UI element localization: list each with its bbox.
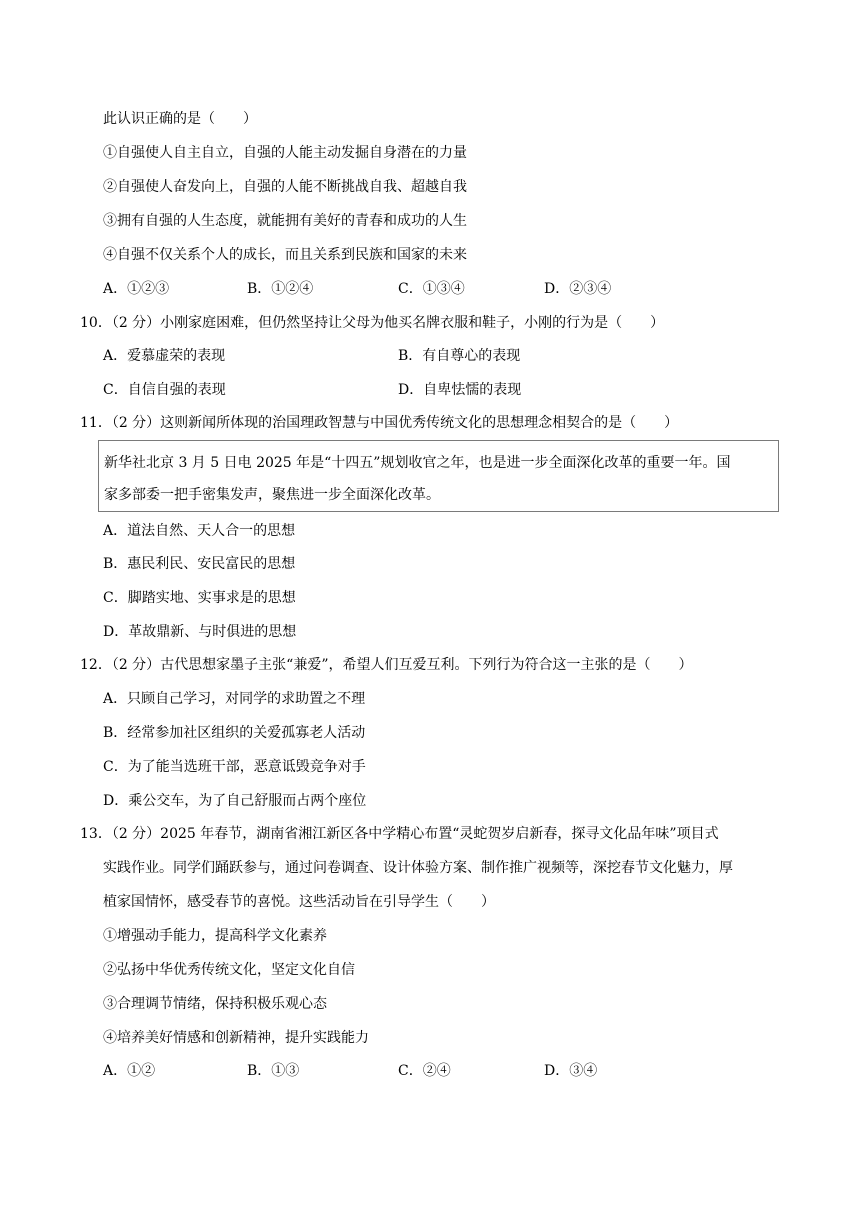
question-13-option-b: B．①③ <box>247 1063 300 1079</box>
question-10-option-b: B．有自尊心的表现 <box>398 348 521 364</box>
question-11-option-a: A．道法自然、天人合一的思想 <box>103 523 296 539</box>
question-10-option-d: D．自卑怯懦的表现 <box>398 382 522 398</box>
question-9-item-3: ③拥有自强的人生态度，就能拥有美好的青春和成功的人生 <box>103 213 467 229</box>
question-11-option-b: B．惠民利民、安民富民的思想 <box>103 556 296 572</box>
question-13-option-a: A．①② <box>103 1063 156 1079</box>
question-10-option-a: A．爱慕虚荣的表现 <box>103 348 226 364</box>
question-13-item-1: ①增强动手能力，提高科学文化素养 <box>103 928 327 944</box>
question-13-item-4: ④培养美好情感和创新精神，提升实践能力 <box>103 1030 369 1046</box>
news-excerpt-line-1: 新华社北京 3 月 5 日电 2025 年是“十四五”规划收官之年，也是进一步全面深化改革的重要一年。国 <box>104 455 731 471</box>
question-13-stem-line-3: 植家国情怀，感受春节的喜悦。这些活动旨在引导学生（ ） <box>103 894 495 910</box>
question-9-item-1: ①自强使人自主自立，自强的人能主动发掘自身潜在的力量 <box>103 145 467 161</box>
question-13-item-2: ②弘扬中华优秀传统文化，坚定文化自信 <box>103 962 355 978</box>
news-excerpt-line-2: 家多部委一把手密集发声，聚焦进一步全面深化改革。 <box>104 487 440 503</box>
question-9-option-a: A．①②③ <box>103 281 170 297</box>
question-10-stem: 10．（2 分）小刚家庭困难，但仍然坚持让父母为他买名牌衣服和鞋子，小刚的行为是（ ） <box>80 315 665 331</box>
question-13-option-d: D．③④ <box>544 1063 598 1079</box>
question-9-stem-tail: 此认识正确的是（ ） <box>103 111 257 127</box>
question-9-item-4: ④自强不仅关系个人的成长，而且关系到民族和国家的未来 <box>103 247 467 263</box>
question-9-option-b: B．①②④ <box>247 281 314 297</box>
question-13-stem-line-1: 13．（2 分）2025 年春节，湖南省湘江新区各中学精心布置“灵蛇贺岁启新春，探寻文化品年味”项目式 <box>80 826 719 842</box>
question-10-option-c: C．自信自强的表现 <box>103 382 226 398</box>
question-11-stem: 11．（2 分）这则新闻所体现的治国理政智慧与中国优秀传统文化的思想理念相契合的是（ ） <box>80 415 679 431</box>
question-13-item-3: ③合理调节情绪，保持积极乐观心态 <box>103 996 327 1012</box>
question-13-option-c: C．②④ <box>398 1063 451 1079</box>
question-12-stem: 12．（2 分）古代思想家墨子主张“兼爱”，希望人们互爱互利。下列行为符合这一主张的是（ ） <box>80 657 693 673</box>
question-9-option-d: D．②③④ <box>544 281 612 297</box>
question-11-option-c: C．脚踏实地、实事求是的思想 <box>103 590 296 606</box>
news-excerpt-box <box>98 440 779 512</box>
question-9-option-c: C．①③④ <box>398 281 465 297</box>
question-12-option-d: D．乘公交车，为了自己舒服而占两个座位 <box>103 793 367 809</box>
question-9-item-2: ②自强使人奋发向上，自强的人能不断挑战自我、超越自我 <box>103 179 467 195</box>
question-12-option-c: C．为了能当选班干部，恶意诋毁竞争对手 <box>103 759 366 775</box>
question-12-option-a: A．只顾自己学习，对同学的求助置之不理 <box>103 691 366 707</box>
question-12-option-b: B．经常参加社区组织的关爱孤寡老人活动 <box>103 725 366 741</box>
question-11-option-d: D．革故鼎新、与时俱进的思想 <box>103 624 297 640</box>
question-13-stem-line-2: 实践作业。同学们踊跃参与，通过问卷调查、设计体验方案、制作推广视频等，深挖春节文化魅力，厚 <box>103 860 733 876</box>
